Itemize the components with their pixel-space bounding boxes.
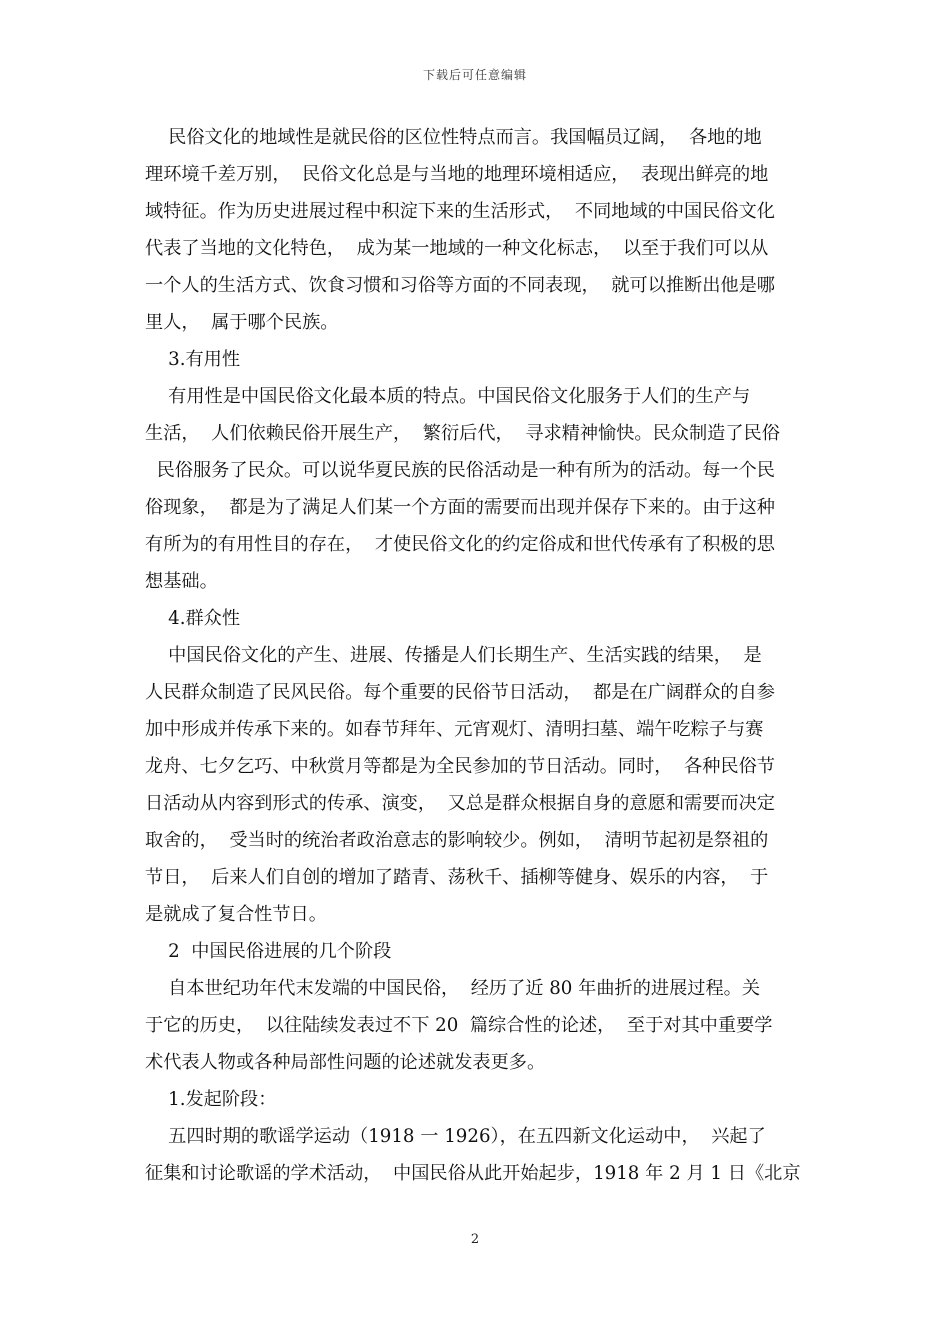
text-line: 五四时期的歌谣学运动（1918 一 1926），在五四新文化运动中， 兴起了 [145,1126,766,1147]
text-line: 加中形成并传承下来的。如春节拜年、元宵观灯、清明扫墓、端午吃粽子与赛 [145,719,764,740]
document-body [145,119,805,1192]
text-line: 理环境千差万别， 民俗文化总是与当地的地理环境相适应， 表现出鲜亮的地 [145,164,769,185]
text-line: 代表了当地的文化特色， 成为某一地域的一种文化标志， 以至于我们可以从 [145,238,769,259]
text-line: 取舍的， 受当时的统治者政治意志的影响较少。例如， 清明节起初是祭祖的 [145,830,769,851]
text-line: 民俗文化的地域性是就民俗的区位性特点而言。我国幅员辽阔， 各地的地 [145,127,762,148]
text-line: 中国民俗文化的产生、进展、传播是人们长期生产、生活实践的结果， 是 [145,645,762,666]
text-line: 2 中国民俗进展的几个阶段 [145,941,392,962]
text-line: 龙舟、七夕乞巧、中秋赏月等都是为全民参加的节日活动。同时， 各种民俗节 [145,756,775,777]
text-line: 是就成了复合性节日。 [145,904,327,925]
text-line: 有所为的有用性目的存在， 才使民俗文化的约定俗成和世代传承有了积极的思 [145,534,775,555]
text-line: 生活， 人们依赖民俗开展生产， 繁衍后代， 寻求精神愉快。民众制造了民俗 [145,423,780,444]
text-line: 3.有用性 [145,349,241,370]
text-line: 有用性是中国民俗文化最本质的特点。中国民俗文化服务于人们的生产与 [145,386,751,407]
text-line: 节日， 后来人们自创的增加了踏青、荡秋千、插柳等健身、娱乐的内容， 于 [145,867,769,888]
text-line: 域特征。作为历史进展过程中积淀下来的生活形式， 不同地域的中国民俗文化 [145,201,775,222]
text-line: 4.群众性 [145,608,241,629]
text-line: 民俗服务了民众。可以说华夏民族的民俗活动是一种有所为的活动。每一个民 [145,460,775,481]
text-line: 里人， 属于哪个民族。 [145,312,339,333]
text-line: 于它的历史， 以往陆续发表过不下 20 篇综合性的论述， 至于对其中重要学 [145,1015,773,1036]
text-line: 术代表人物或各种局部性问题的论述就发表更多。 [145,1052,546,1073]
text-line: 日活动从内容到形式的传承、演变， 又总是群众根据自身的意愿和需要而决定 [145,793,775,814]
text-line: 人民群众制造了民风民俗。每个重要的民俗节日活动， 都是在广阔群众的自参 [145,682,775,703]
text-line: 征集和讨论歌谣的学术活动， 中国民俗从此开始起步，1918 年 2 月 1 日《北京 [145,1163,801,1184]
page-header: 下载后可任意编辑 [422,68,527,82]
text-line: 1.发起阶段： [145,1089,277,1110]
text-line: 自本世纪功年代末发端的中国民俗， 经历了近 80 年曲折的进展过程。关 [145,978,761,999]
text-line: 想基础。 [145,571,218,592]
text-line: 俗现象， 都是为了满足人们某一个方面的需要而出现并保存下来的。由于这种 [145,497,775,518]
page-number: 2 [470,1232,480,1247]
text-line: 一个人的生活方式、饮食习惯和习俗等方面的不同表现， 就可以推断出他是哪 [145,275,775,296]
